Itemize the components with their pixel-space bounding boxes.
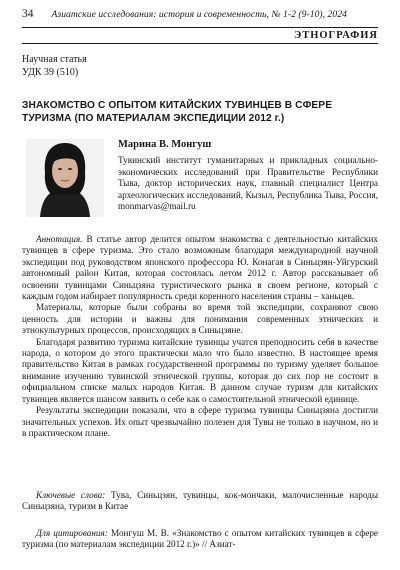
keywords-paragraph xyxy=(22,490,378,513)
abstract-paragraph xyxy=(22,234,378,302)
author-name: Марина В. Монгуш xyxy=(118,139,212,150)
article-type: Научная статья xyxy=(22,54,87,65)
citation-label: Для цитирования: xyxy=(36,528,108,538)
article-title: ЗНАКОМСТВО С ОПЫТОМ КИТАЙСКИХ ТУВИНЦЕВ В СФЕРЕ ТУРИЗМА (ПО МАТЕРИАЛАМ ЭКСПЕДИЦИИ 2012 г.) xyxy=(22,100,333,124)
keywords-text: Тува, Синьцзян, тувинцы, кок-мончаки, малочисленные народы Синьцзяна, туризм в Китае xyxy=(22,490,378,512)
running-head xyxy=(22,8,382,24)
citation-text: Монгуш М. В. «Знакомство с опытом китайских тувинцев в сфере туризма (по материалам экспедиции 2012 г.)» // Азиат- xyxy=(22,528,379,550)
abstract-paragraph: Материалы, которые были собраны во время той экспедиции, сохраняют свою ценность для истории и важны для понимания современных этнических и этнокультурных процессов, происходящих в Синьцзяне. xyxy=(22,302,378,336)
abstract-label: Аннотация. xyxy=(36,234,83,244)
section-heading: ЭТНОГРАФИЯ xyxy=(22,27,378,44)
udc-code: УДК 39 (510) xyxy=(22,67,79,78)
abstract-text: В статье автор делится опытом знакомства с деятельностью китайских тувинцев в сфере туризма. Это стало возможным благодаря международной научной экспедиции под руководством японского профессора Ю. Конагая в Синьцзян-Уйгурский автономный район Китая, которая состоялась летом 2012 г. Автор рассказывает об освоении тувинцами Синьцзяна туристического рынка в своем регионе, который с каждым годом набирает популярность среди коренного населения страны – ханьцев. xyxy=(22,234,379,302)
journal-title: Азиатские исследования: история и современность, № 1-2 (9-10), 2024 xyxy=(51,9,347,20)
citation-paragraph xyxy=(22,528,378,551)
author-affiliation: Тувинский институт гуманитарных и прикладных социально-экономических исследований при Правительстве Республики Тыва, доктор исторических наук, главный специалист Центра археологических исследований, Кызыл, Республика Тыва, Россия, monmarvas@mail.ru xyxy=(118,155,378,212)
author-photo xyxy=(26,139,104,217)
keywords-label: Ключевые слова: xyxy=(36,490,106,500)
keywords xyxy=(22,490,378,513)
abstract-paragraph: Благодаря развитию туризма китайские тувинцы учатся преподносить себя в качестве народа, о котором до этого практически мало что было известно. В настоящее время правительство Китая в рамках государственной программы по туризму уделяет большое внимание изучению тувинской этнической группы, которая до сих пор не состоит в официальном списке малых народов Китая. В данном случае туризм для китайских тувинцев является шансом заявить о себе как о самостоятельной этнической единице. xyxy=(22,336,378,404)
abstract-paragraph: Результаты экспедиции показали, что в сфере туризма тувинцы Синьцзяна достигли значительных успехов. Их опыт чрезвычайно полезен для Тувы не только в научном, но и в практическом плане. xyxy=(22,405,378,438)
abstract xyxy=(22,234,378,439)
citation xyxy=(22,528,378,551)
page-number: 34 xyxy=(22,8,34,20)
